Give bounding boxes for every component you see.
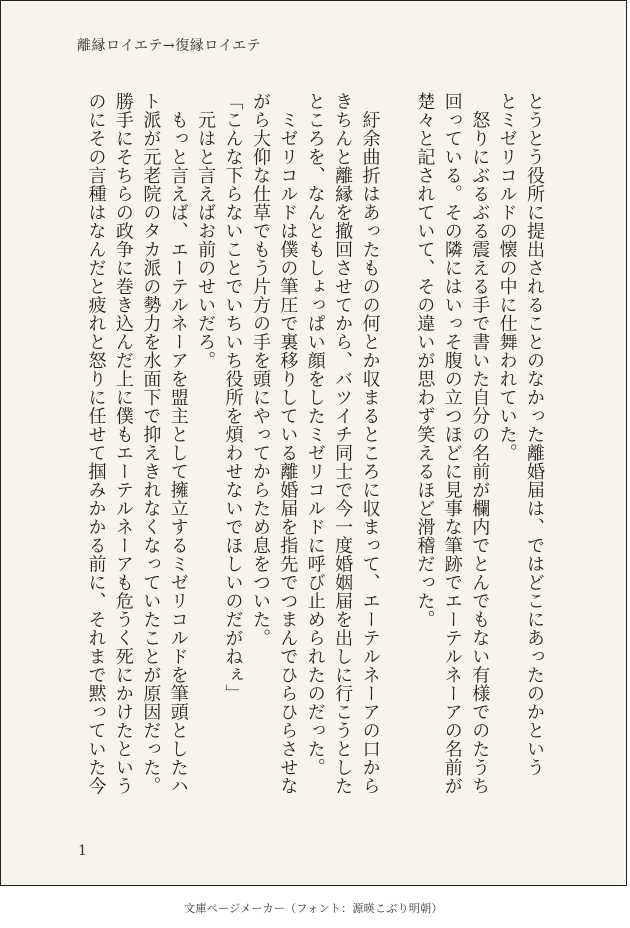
text-line: 「こんな下らないことでいちいち役所を煩わせないでほしいのだがねぇ」 (222, 92, 244, 703)
text-line: 楚々と記されていて、その違いが思わず笑えるほど滑稽だった。 (414, 92, 436, 629)
text-line: ト派が元老院のタカ派の勢力を水面下で抑えきれなくなっていたことが原因だった。 (140, 92, 162, 795)
text-line: がら大仰な仕草でもう片方の手を頭にやってからため息をついた。 (249, 92, 271, 647)
vertical-body-text (82, 92, 548, 797)
text-line: とミゼリコルドの懐の中に仕舞われていた。 (496, 92, 518, 462)
page-number: 1 (78, 843, 87, 859)
text-line: とうとう役所に提出されることのなかった離婚届は、ではどこにあったのかという (524, 92, 545, 777)
text-line: ところを、なんともしょっぱい顔をしたミゼリコルドに呼び止められたのだった。 (304, 92, 326, 777)
text-line: 回っている。その隣にはいっそ腹の立つほどに見事な筆跡でエーテルネーアの名前が (441, 92, 463, 795)
text-line: のにその言種はなんだと疲れと怒りに任せて掴みかかる前に、それまで黙っていた今 (85, 92, 107, 795)
text-line: 元はと言えばお前のせいだろ。 (195, 92, 217, 370)
text-line: きちんと離縁を撤回させてから、バツイチ同士で今一度婚姻届を出しに行こうとした (332, 92, 354, 795)
text-line: もっと言えば、エーテルネーアを盟主として擁立するミゼリコルドを筆頭としたハ (167, 92, 189, 795)
text-line: 紆余曲折はあったものの何とか収まるところに収まって、エーテルネーアの口から (359, 92, 381, 795)
paragraph-gap (384, 92, 411, 797)
running-title: 離縁ロイエテ→復縁ロイエテ (77, 38, 262, 54)
text-line: 怒りにぶるぶる震える手で書いた自分の名前が欄内でとんでもない有様でのたうち (469, 92, 491, 795)
footer-credit: 文庫ページメーカー（フォント：源暎こぶり明朝） (184, 902, 443, 915)
text-line: 勝手にそちらの政争に巻き込んだ上に僕もエーテルネーアも危うく死にかけたという (112, 92, 134, 795)
text-line: ミゼリコルドは僕の筆圧で裏移りしている離婚届を指先でつまんでひらひらさせな (277, 92, 299, 795)
